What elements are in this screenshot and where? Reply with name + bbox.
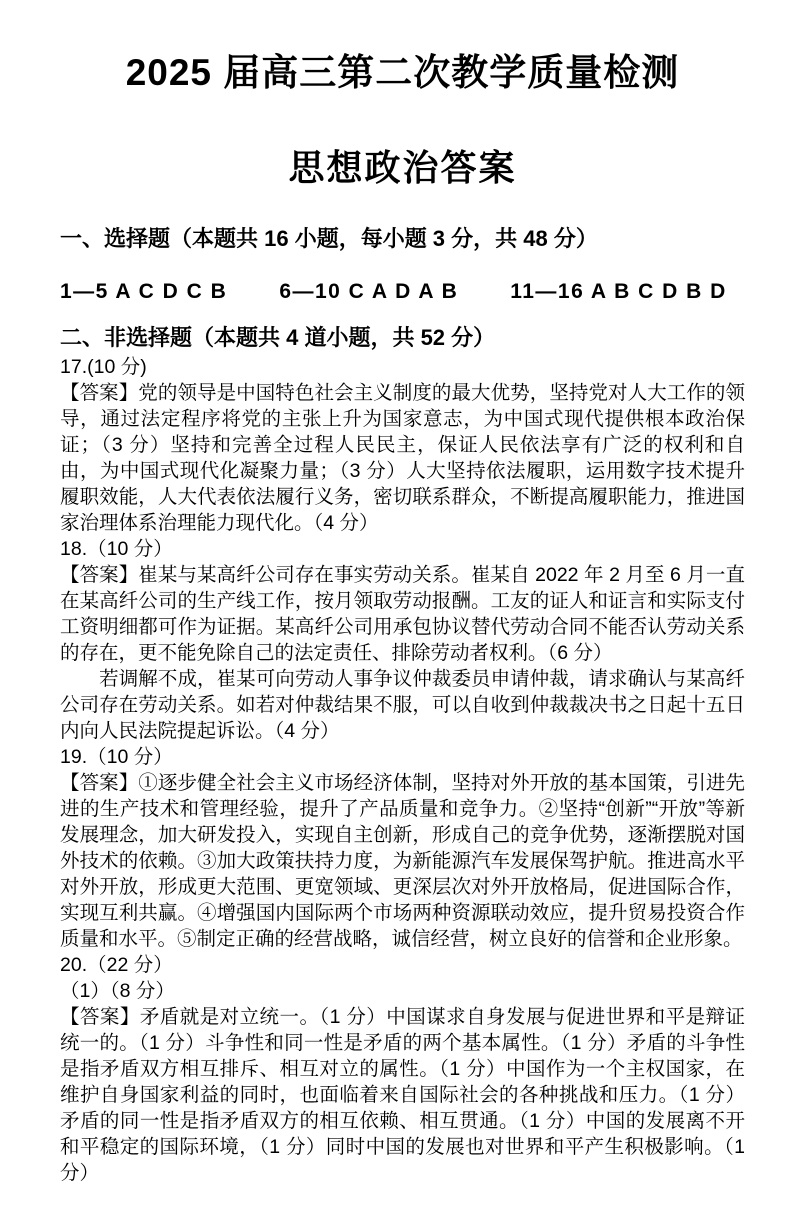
question-20-label: 20.（22 分）	[60, 953, 173, 976]
choice-section-heading: 一、选择题（本题共 16 小题，每小题 3 分，共 48 分）	[60, 225, 598, 251]
question-20-part-1-answer: 【答案】矛盾就是对立统一。（1 分）中国谋求自身发展与促进世界和平是辩证统一的。（1 分）斗争性和同一性是矛盾的两个基本属性。（1 分）矛盾的斗争性是指矛盾双方相互排斥、相互对立的属性。（1 分）中国作为一个主权国家，在维护自身国家利益的同时，也面临着来自国际社会的各种挑战和压力。（1 分）矛盾的同一性是指矛盾双方的相互依赖、相互贯通。（1 分）中国的发展离不开和平稳定的国际环境，（1 分）同时中国的发展也对世界和平产生积极影响。（1 分）	[60, 1005, 751, 1184]
free-response-section-heading: 二、非选择题（本题共 4 道小题，共 52 分）	[60, 324, 496, 350]
question-19-label: 19.（10 分）	[60, 745, 173, 768]
question-18-answer-paragraph-2: 若调解不成，崔某可向劳动人事争议仲裁委员申请仲裁，请求确认与某高纤公司存在劳动关系。如若对仲裁结果不服，可以自收到仲裁裁决书之日起十五日内向人民法院提起诉讼。（4 分）	[60, 667, 745, 742]
document-subtitle: 思想政治答案	[288, 146, 517, 188]
question-18-block	[60, 536, 745, 744]
question-19-block	[60, 744, 745, 952]
question-17-label: 17.(10 分)	[60, 355, 147, 378]
question-17-answer: 【答案】党的领导是中国特色社会主义制度的最大优势，坚持党对人大工作的领导，通过法定程序将党的主张上升为国家意志，为中国式现代提供根本政治保证；（3 分）坚持和完善全过程人民民主，保证人民依法享有广泛的权利和自由，为中国式现代化凝聚力量；（3 分）人大坚持依法履职，运用数字技术提升履职效能，人大代表依法履行义务，密切联系群众，不断提高履职能力，推进国家治理体系治理能力现代化。（4 分）	[60, 381, 745, 534]
choice-answers-11-16: 11—16 A B C D B D	[510, 279, 727, 303]
choice-answer-key-row	[60, 280, 745, 304]
choice-answers-6-10: 6—10 C A D A B	[279, 279, 459, 303]
question-20-block	[60, 952, 751, 1186]
question-20-part-1-label: （1）（8 分）	[60, 979, 175, 1002]
free-response-answers	[60, 354, 751, 1186]
choice-answers-1-5: 1—5 A C D C B	[60, 279, 228, 303]
question-17-block	[60, 354, 745, 536]
document-title: 2025 届高三第二次教学质量检测	[125, 52, 680, 93]
question-18-label: 18.（10 分）	[60, 537, 173, 560]
question-18-answer-paragraph-1: 【答案】崔某与某高纤公司存在事实劳动关系。崔某自 2022 年 2 月至 6 月一直在某高纤公司的生产线工作，按月领取劳动报酬。工友的证人和证言和实际支付工资明细都可作为证据。某高纤公司用承包协议替代劳动合同不能否认劳动关系的存在，更不能免除自己的法定责任、排除劳动者权利。（6 分）	[60, 563, 745, 664]
question-19-answer: 【答案】①逐步健全社会主义市场经济体制，坚持对外开放的基本国策，引进先进的生产技术和管理经验，提升了产品质量和竞争力。②坚持“创新”“开放”等新发展理念，加大研发投入，实现自主创新，形成自己的竞争优势，逐渐摆脱对国外技术的依赖。③加大政策扶持力度，为新能源汽车发展保驾护航。推进高水平对外开放，形成更大范围、更宽领域、更深层次对外开放格局，促进国际合作，实现互利共赢。④增强国内国际两个市场两种资源联动效应，提升贸易投资合作质量和水平。⑤制定正确的经营战略，诚信经营，树立良好的信誉和企业形象。	[60, 771, 745, 950]
